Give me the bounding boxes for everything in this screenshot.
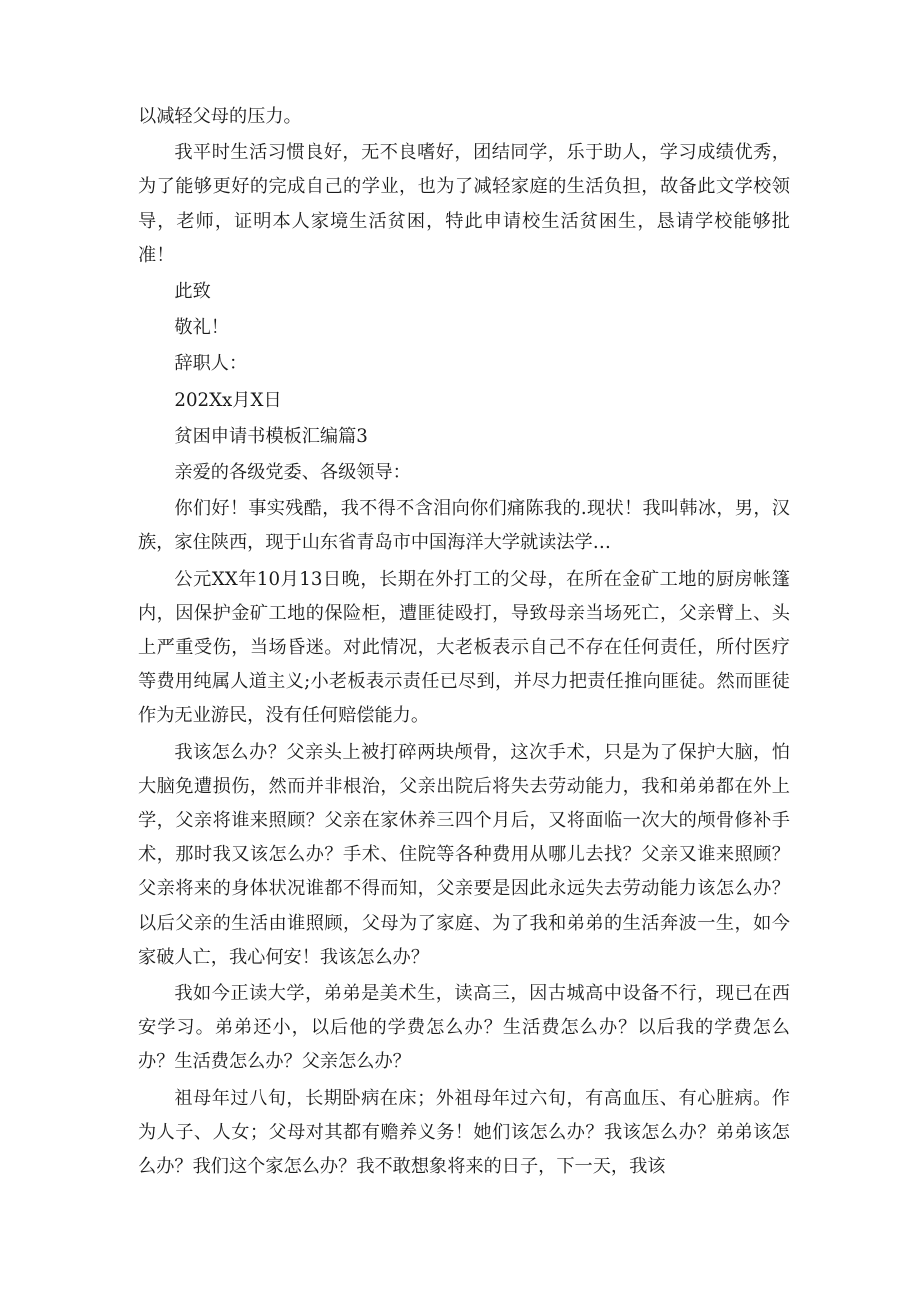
paragraph-continuation: 以减轻父母的压力。	[138, 106, 302, 127]
paragraph-grandparents: 祖母年过八旬，长期卧病在床；外祖母年过六旬，有高血压、有心脏病。作为人子、人女；父母对其都有赡养义务！她们该怎么办？我该怎么办？弟弟该怎么办？我们这个家怎么办？我不敢想象将来的日子，下一天，我该	[138, 1087, 790, 1178]
signature-label: 辞职人：	[174, 353, 248, 375]
letter-greeting: 亲爱的各级党委、各级领导：	[174, 462, 411, 484]
signature-date: 202Xx月X日	[174, 389, 282, 411]
paragraph-father-condition: 我该怎么办？父亲头上被打碎两块颅骨，这次手术，只是为了保护大脑，怕大脑免遭损伤，然而并非根治，父亲出院后将失去劳动能力，我和弟弟都在外上学，父亲将谁来照顾？父亲在家休养三四个月后，又将面临一次大的颅骨修补手术，那时我又该怎么办？手术、住院等各种费用从哪儿去找？父亲又谁来照顾？父亲将来的身体状况谁都不得而知，父亲要是因此永远失去劳动能力该怎么办？以后父亲的生活由谁照顾，父母为了家庭、为了我和弟弟的生活奔波一生，如今家破人亡，我心何安！我该怎么办？	[138, 741, 790, 968]
closing-respect: 敬礼！	[174, 317, 229, 339]
paragraph-introduction: 你们好！事实残酷，我不得不含泪向你们痛陈我的.现状！我叫韩冰，男，汉族，家住陕西，现于山东省青岛市中国海洋大学就读法学…	[138, 498, 790, 554]
closing-salutation: 此致	[174, 281, 211, 303]
paragraph-incident: 公元XX年10月13日晚，长期在外打工的父母，在所在金矿工地的厨房帐篷内，因保护金矿工地的保险柜，遭匪徒殴打，导致母亲当场死亡，父亲臂上、头上严重受伤，当场昏迷。对此情况，大老板表示自己不存在任何责任，所付医疗等费用纯属人道主义;小老板表示责任已尽到，并尽力把责任推向匪徒。然而匪徒作为无业游民，没有任何赔偿能力。	[138, 568, 790, 727]
section-title: 贫困申请书模板汇编篇3	[174, 425, 368, 447]
document-page	[138, 100, 790, 1184]
paragraph-education: 我如今正读大学，弟弟是美术生，读高三，因古城高中设备不行，现已在西安学习。弟弟还小，以后他的学费怎么办？生活费怎么办？以后我的学费怎么办？生活费怎么办？父亲怎么办？	[138, 983, 790, 1073]
paragraph-self-description: 我平时生活习惯良好，无不良嗜好，团结同学，乐于助人，学习成绩优秀，为了能够更好的完成自己的学业，也为了减轻家庭的生活负担，故备此文学校领导，老师，证明本人家境生活贫困，特此申请校生活贫困生，恳请学校能够批准！	[138, 142, 790, 266]
